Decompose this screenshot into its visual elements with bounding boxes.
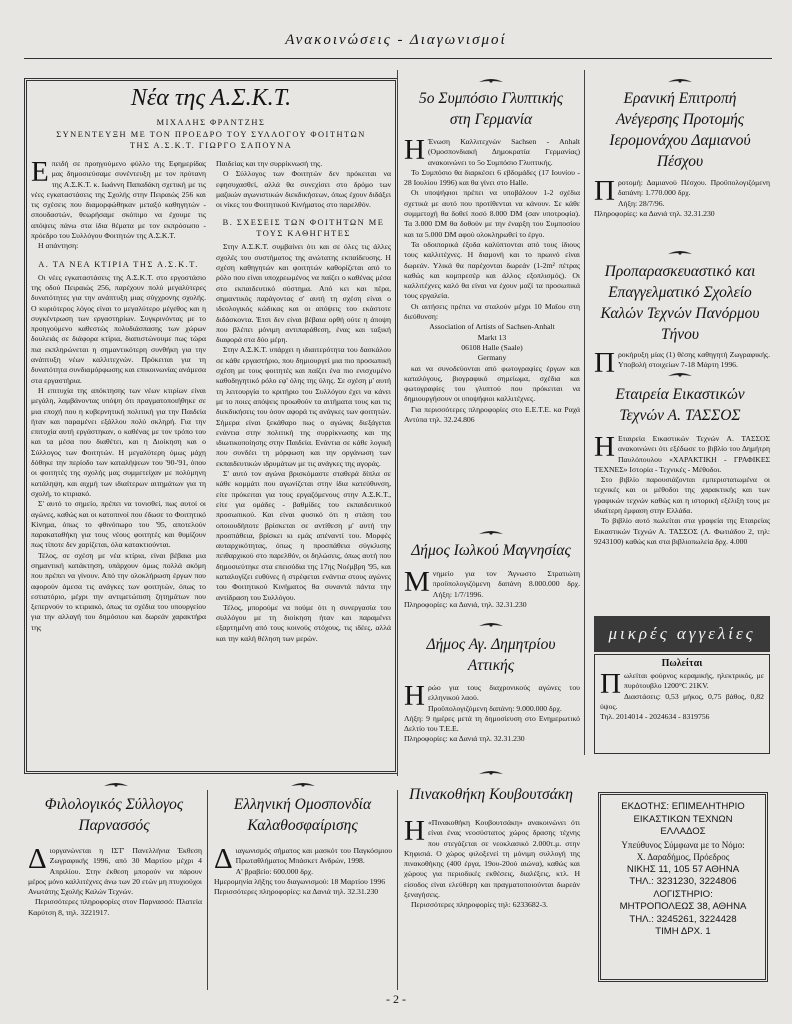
tinos-title-line: Προπαρασκευαστικό και [604, 263, 756, 280]
paragraph: Σ' αυτό το σημείο, πρέπει να τονισθεί, πως αυτοί οι αγώνες, καθώς και οι κατοπινοί που έδωσε το Φοιτητικό Κίνημα, όπως το φθινόπωρο του '95, αποτελούν παρακαταθήκη για τους νέους φοιτητές και θυμίζουν πως τίποτε δεν χαρίζεται, όλα κατακτιούνται. [31, 499, 206, 550]
paragraph: Α' βραβείο: 600.000 δρχ. [235, 866, 314, 876]
paragraph: Τα οδοιπορικά έξοδα καλύπτονται από τους ίδιους τους καλλιτέχνες. Η διαμονή και το πρωινό είναι δωρεάν. Υλικά θα παρέχονται δωρεάν (1-2m² πέτρας καθώς και κομπρεσέρ και άλλος εξοπλισμός). Οι καλλιτέχνες καλό θα είναι να έχουν μαζί τα προσωπικά τους εργαλεία. [404, 239, 580, 301]
tassos-title-line: Τεχνών Α. ΤΑΣΣΟΣ [619, 407, 741, 424]
tinos-title [588, 261, 772, 345]
dropcap: Δ [214, 843, 233, 875]
bust-body [594, 175, 770, 219]
ag-dimitrios-title-line1: Δήμος Αγ. Δημητρίου [426, 636, 556, 653]
tassos-title [588, 384, 772, 426]
main-article-subtitle: ΣΥΝΕΝΤΕΥΞΗ ΜΕ ΤΟΝ ΠΡΟΕΔΡΟ ΤΟΥ ΣΥΛΛΟΓΟΥ ΦΟΙΤΗΤΩΝ ΤΗΣ Α.Σ.Κ.Τ. ΓΙΩΡΓΟ ΣΑΠΟΥΝΑ [56, 130, 366, 150]
dropcap: Η [404, 815, 425, 847]
column-rule [207, 790, 208, 990]
ornament-icon [477, 620, 505, 630]
ag-dimitrios-body [404, 680, 580, 745]
paragraph: Τέλος, σε σχέση με νέα κτίρια, είναι βέβαια μια σημαντική κατάκτηση, υπάρχουν όμως πολλά ακόμη που πρέπει να γίνουν. Από την ολοκλήρωση έργων που αφορούν άμεσα τις ανάγκες των φοιτητών, όπως το εστιατόριο, μέχρι την αντιμετώπιση ζητημάτων που ξεπερνούν το κτιριακό, όπως τα σχέδια του υπουργείου για την αλλαγή του δημόσιου και δωρεάν χαρακτήρα της [31, 550, 206, 632]
tassos-title-line: Εταιρεία Εικαστικών [615, 386, 745, 403]
paragraph: Στο βιβλίο παρουσιάζονται εμπεριστατωμένα οι τεχνικές και οι μέθοδοι της χαρακτικής και των γραφικών τεχνών καθώς και η ιστορική εξέλιξη τους με ιδιαίτερη έμφαση στην Ελλάδα. [594, 475, 770, 516]
address-line: Association of Artists of Sachsen-Anhalt [429, 322, 555, 332]
paragraph: Το Συμπόσιο θα διαρκέσει 6 εβδομάδες (17 Ιουνίου - 28 Ιουλίου 1996) και θα γίνει στο Halle. [404, 167, 580, 188]
dropcap: Η [404, 134, 425, 166]
paragraph: ροκήρυξη μίας (1) θέσης καθηγητή Ζωγραφικής. Υποβολή στοιχείων 7-18 Μάρτη 1996. [617, 350, 770, 370]
paragraph: Οι αιτήσεις πρέπει να σταλούν μέχρι 10 Μαΐου στη διεύθυνση: [404, 301, 580, 322]
main-article-title: Νέα της Α.Σ.Κ.Τ. [130, 85, 292, 111]
philological-body [28, 843, 202, 918]
bust-title-line: Ερανική Επιτροπή [623, 90, 737, 107]
publisher-line: ΛΟΓΙΣΤΗΡΙΟ: [653, 888, 713, 900]
publisher-line: ΜΗΤΡΟΠΟΛΕΩΣ 38, ΑΘΗΝΑ [619, 901, 747, 912]
ag-dimitrios-title-line2: Αττικής [467, 657, 515, 674]
bust-title-line: Ιερομονάχου Δαμιανού [609, 132, 751, 149]
ornament-icon [666, 76, 694, 86]
publisher-line: Υπεύθυνος Σύμφωνα με το Νόμο: [621, 839, 745, 850]
paragraph: Λήξη: 9 ημέρες μετά τη δημοσίευση στο Ενημερωτικό Δελτίο του Τ.Ε.Ε. [404, 713, 580, 734]
intro-paragraph: πειδή σε προηγούμενο φύλλο της Εφημερίδας μας δημοσιεύσαμε συνέντευξη με τον πρύτανη της Α.Σ.Κ.Τ. κ. Ιωάννη Παπαδάκη σχετική με τις νέες εγκαταστάσεις της Σχολής στην Πειραιώς 256 και τις σχέσεις που διαμορφώθηκαν μεταξύ καθηγητών - σπουδαστών, θεωρήσαμε σκόπιμο να έχουμε τις απόψεις πάνω στα ίδια θέματα με τον εκπρόσωπο - πρόεδρο του Συλλόγου Φοιτητών της Α.Σ.Κ.Τ. [31, 159, 206, 241]
glyptics-title-line2: στη Γερμανία [449, 111, 533, 128]
info-line: Περισσότερες πληροφορίες στον Παρνασσό: Πλατεία Καρύτση 8, τηλ. 3221917. [28, 897, 202, 917]
publisher-line: ΕΙΚΑΣΤΙΚΩΝ ΤΕΧΝΩΝ [633, 813, 733, 825]
paragraph: ρώο για τους διαχρονικούς αγώνες του ελληνικού λαού. [427, 683, 580, 703]
info-line: Περισσότερες πληροφορίες τηλ: 6233682-3. [411, 900, 548, 910]
paragraph: Η επιτυχία της απόκτησης των νέων κτιρίων είναι μεγάλη, λαμβάνοντας υπόψη ότι πραγματοποιήθηκε σε μια εποχή που η κυβερνητική πολιτική για την Παιδεία ήταν και παραμένει εξάλλου πολύ σκληρή. Για την επιτυχία αυτή εργάστηκαν, ο καθένας με τον τρόπο του και τα μέσα που διαθέτει, και η Διοίκηση και ο Σύλλογος των Φοιτητών. Η μεγαλύτερη όμως μάχη δόθηκε την περίοδο των καταλήψεων του '90-'91, όπου οι φοιτητές της σχολής μας συμμετείχαν με πολύμηνη κατάληψη, και αιχμή των ιδιαίτερων αιτημάτων για τη σχολή, το κτιριακό. [31, 385, 206, 498]
ornament-icon [102, 780, 130, 790]
publisher-line: ΕΚΔΟΤΗΣ: ΕΠΙΜΕΛΗΤΗΡΙΟ [621, 801, 745, 812]
paragraph: Ένωση Καλλιτεχνών Sachsen - Anhalt (Ομοσπονδιακή Δημοκρατία Γερμανίας) ανακοινώνει το 5ο Συμπόσιο Γλυπτικής. [427, 137, 580, 167]
tassos-body [594, 431, 770, 547]
billiards-title [210, 794, 395, 836]
paragraph: Το βιβλίο αυτό πωλείται στα γραφεία της Εταιρείας Εικαστικών Τεχνών Α. ΤΑΣΣΟΣ (Λ. Φωτιάδου 2, τηλ: 9243100) καθώς και στα βιβλιοπωλεία δρχ. 4.000 [594, 516, 770, 546]
paragraph: Σ' αυτό τον αγώνα βρισκόμαστε σταθερά δίπλα σε κάθε κομμάτι που αγωνίζεται στην ίδια κατεύθυνση, είτε πρόκειται για τους εργαζόμενους στην Α.Σ.Κ.Τ., είτε για ομάδες - βαθμίδες του εκπαιδευτικού προσωπικού. Και είναι φυσικό ότι η στάση του οποιουδήποτε βρίσκεται σε αντίθεση μ' αυτή την προσπάθεια, βρίσκει κι εμάς απέναντί του. Μορφές αυταρχικότητας, όπως η προσπάθεια σύγκλισης πειθαρχικού στο παρελθόν, οι δηλώσεις, όπως αυτή που δημοσιεύτηκε στα επεισόδια της 17ης Νοέμβρη '95, και καταλογίζει ευθύνες ή στρέφεται ενάντια στους αγώνες του Φοιτητικού Κινήματος θα συναντά πάντα την αντίδραση του Συλλόγου. [216, 469, 391, 602]
paragraph: Οι νέες εγκαταστάσεις της Α.Σ.Κ.Τ. στο εργοστάσιο της οδού Πειραιώς 256, παρέχουν πολύ μεγαλύτερες δυνατότητες για την ανάπτυξη μιας σύγχρονης σχολής. Ο κυριότερος λόγος είναι το μεγαλύτερο μέγεθος και η συγκέντρωση των εργαστηρίων. Συγκρινόντας με το προηγούμενο καθεστώς πολυδιάσπασης των χώρων δουλειάς σε διάφορα κτίρια, διαπιστώνουμε πως τώρα πια εκπληρώνεται η σημαντικότερη συνθήκη για την ανάπτυξη νέων καλλιτεχνών. Πρόκειται για τη δυνατότητα συνδιαμόρφωσης και επικοινωνίας ανάμεσα στα εργαστήρια. [31, 272, 206, 385]
dropcap: Μ [404, 566, 430, 598]
paragraph: Οι υποψήφιοι πρέπει να υποβάλουν 1-2 σχέδια σχετικά με αυτό που προτίθενται να κάνουν. Σε κάθε συμμετοχή θα δοθεί ποσό 8.000 DM (σαν υποτροφία). Τα 3.000 DM θα δοθούν με την έναρξη του Συμποσίου και τα 5.000 DM αφού ολοκληρωθεί το έργο. [404, 188, 580, 239]
page-number: - 2 - [386, 992, 406, 1006]
philological-title [24, 794, 204, 836]
paragraph: Εταιρεία Εικαστικών Τεχνών Α. ΤΑΣΣΟΣ ανακοινώνει ότι εξέδωσε το βιβλίο του Δημήτρη Παυλόπουλου «ΧΑΡΑΚΤΙΚΗ - ΓΡΑΦΙΚΕΣ ΤΕΧΝΕΣ» Ιστορία - Τεχνικές - Μέθοδοι. [594, 434, 770, 474]
billiards-title-line: Καλαθοσφαίρισης [247, 817, 358, 834]
address-line: Markt 13 [477, 332, 507, 342]
paragraph: Τηλ. 2014014 - 2024634 - 8319756 [600, 712, 710, 722]
page-header-title: Ανακοινώσεις - Διαγωνισμοί [285, 32, 507, 48]
dropcap: Π [594, 347, 615, 379]
philological-title-line: Φιλολογικός Σύλλογος [44, 796, 184, 813]
dropcap: Η [594, 431, 615, 463]
main-article-author: ΜΙΧΑΛΗΣ ΦΡΑΝΤΖΗΣ [156, 118, 266, 127]
classifieds-body [595, 669, 769, 722]
ornament-icon [666, 248, 694, 258]
tinos-title-line: Καλών Τεχνών Πανόρμου [600, 305, 760, 322]
ornament-icon [477, 528, 505, 538]
billiards-title-line: Ελληνική Ομοσπονδία [233, 796, 372, 813]
paragraph: Ο Σύλλογος των Φοιτητών δεν πρόκειται να εφησυχασθεί, αλλά θα συνεχίσει στο δρόμο των μαζικών αγωνιστικών διεκδικήσεων, όπως έχουν διδάξει οι νίκες του Φοιτητικού Κινήματος στο παρελθόν. [216, 169, 391, 210]
tinos-title-line: Τήνου [660, 326, 700, 343]
info-line: Πληροφορίες: κα Δανιά τηλ. 32.31.230 [404, 734, 525, 744]
ornament-icon [477, 76, 505, 86]
paragraph: Στην Α.Σ.Κ.Τ. υπάρχει η ιδιαιτερότητα του δασκάλου σε κάθε εργαστήριο, που δημιουργεί μια πιο προσωπική σχέση με τους φοιτητές και παίζει ένα πιο ενισχυμένο καθοδηγητικό ρόλο εφ' όλης της ύλης. Σε σχέση μ' αυτή τη λειτουργία το κριτήριο του Συλλόγου έχει να κάνει με το ποιες απόψεις προωθούν τα αιτήματα τους και τις διεκδικήσεις του όσον αφορά τις ανάγκες των φοιτητών. Σήμερα είναι ξεκάθαρο πως ο αγώνας διεξάγεται ενάντια στην πολιτική της συρρίκνωσης και της ιδιωτικοποίησης στην Παιδεία. Ενάντια σε κάθε λογική που συνδέει τη μόρφωση και την οργάνωση των εκπαιδευτικών ιδρυμάτων με τις ανάγκες της αγοράς. [216, 345, 391, 468]
paragraph: ιοργανώνεται η ΙΣΤ' Πανελλήνια Έκθεση Ζωγραφικής 1996, από 30 Μαρτίου μέχρι 4 Απριλίου. Στην έκθεση μπορούν να πάρουν μέρος μόνο καλλιτέχνες άνω των 20 ετών μη πτυχιούχοι Ανωτάτης Σχολής Καλών Τεχνών. [28, 846, 202, 897]
main-article-box [24, 78, 398, 774]
iolkos-title: Δήμος Ιωλκού Μαγνησίας [411, 542, 571, 559]
dropcap: Η [404, 680, 425, 712]
dropcap: Π [600, 668, 621, 700]
section-b-heading: Β. ΣΧΕΣΕΙΣ ΤΩΝ ΦΟΙΤΗΤΩΝ ΜΕ ΤΟΥΣ ΚΑΘΗΓΗΤΕΣ [222, 218, 385, 239]
paragraph: Προϋπολογιζόμενη δαπάνη: 9.000.000 δρχ. [427, 703, 562, 713]
classifieds-heading: Πωλείται [661, 658, 703, 669]
ornament-icon [477, 768, 505, 778]
publisher-line: ΝΙΚΗΣ 11, 105 57 ΑΘΗΝΑ [626, 863, 740, 875]
dropcap: Π [594, 175, 615, 207]
publisher-info [601, 801, 765, 939]
publisher-box [598, 792, 768, 982]
ornament-icon [666, 370, 694, 380]
paragraph: Διαστάσεις: 0,53 μήκος, 0,75 βάθος, 0,82 ύψος. [600, 691, 764, 711]
paragraph: Στην Α.Σ.Κ.Τ. συμβαίνει ότι και σε όλες τις άλλες σχολές του συστήματος της ανώτατης εκπαίδευσης. Η σχέση καθηγητών και φοιτητών καθορίζεται από το ρόλο που είναι υποχρεωμένος να παίζει ο καθένας μέσα στο εκπαιδευτικό σύστημα. Από κει και πέρα, σημαντικός παράγοντας σ' αυτή τη σχέση είναι ο ιδεολογικός κώδικας και οι απόψεις του εκάστοτε διδάσκοντα. Έτσι δεν είναι βέβαια ορθή ούτε η άποψη που βλέπει μόνιμη αντιπαράθεση, ένας και ταξική διαφορά στα δύο μέρη. [216, 242, 391, 345]
dropcap: Ε [31, 159, 49, 188]
column-rule [584, 70, 585, 755]
info-line: Πληροφορίες: κα Δανιά, τηλ. 32.31.230 [404, 599, 527, 609]
pinakothiki-title: Πινακοθήκη Κουβουτσάκη [409, 786, 573, 803]
publisher-line: Χ. Δαραδήμος, Πρόεδρος [636, 852, 730, 862]
tinos-title-line: Επαγγελματικό Σχολείο [608, 284, 752, 301]
address-line: Germany [477, 353, 507, 363]
pinakothiki-body [404, 815, 580, 911]
classifieds-banner-text: μικρές αγγελίες [608, 624, 756, 643]
info-line: Για περισσότερες πληροφορίες στο Ε.Ε.Τ.Ε. κα Ραχά Αντύπα τηλ. 32.24.806 [404, 404, 580, 425]
header-rule [24, 58, 772, 59]
main-article-col2 [216, 159, 391, 765]
paragraph: Τέλος, μπορούμε να πούμε ότι η συνεργασία του συλλόγου με τη διοίκηση ήταν και παραμένει εξαρτημένη από τους κοινούς στόχους, τις ιδέες, αλλά και την καλή θέληση των μερών. [216, 602, 391, 643]
paragraph: Παιδείας και την συρρίκνωσή της. [216, 159, 323, 168]
dropcap: Δ [28, 843, 47, 875]
classifieds-banner [594, 616, 770, 652]
section-a-heading: Α. ΤΑ ΝΕΑ ΚΤΙΡΙΑ ΤΗΣ Α.Σ.Κ.Τ. [38, 259, 199, 269]
bust-title-line: Πέσχου [656, 153, 704, 170]
classifieds-box [594, 654, 770, 754]
info-line: Περισσότερες πληροφορίες: κα Δανιά τηλ. 32.31.230 [214, 887, 379, 897]
column-rule [397, 790, 398, 990]
info-line: Πληροφορίες: κα Δανιά τηλ. 32.31.230 [594, 208, 715, 218]
bust-title [588, 88, 772, 172]
glyptics-title-line1: 5ο Συμπόσιο Γλυπτικής [419, 90, 563, 107]
publisher-line: ΕΛΛΑΔΟΣ [660, 826, 706, 837]
column-rule [397, 70, 398, 776]
ornament-icon [289, 780, 317, 790]
paragraph: ροτομή: Δαμιανού Πέσχου. Προϋπολογιζόμενη δαπάνη: 1.770.000 δρχ. [617, 178, 770, 198]
publisher-line: ΤΙΜΗ ΔΡΧ. 1 [655, 926, 711, 937]
paragraph: Λήξη: 28/7/96. [617, 198, 665, 208]
paragraph: «Πινακοθήκη Κουβουτσάκη» ανακοινώνει ότι είναι ένας νεοσύστατος χώρος δρασης τέχνης που στεγάζεται σε νεοκλασικό 2.000τ.μ. στην Κηφισιά. Ο χώρος φιλοξενεί τη μόνιμη συλλογή της πινακοθήκης (400 έργα, 19ου-20ού αιώνα), καθώς και χώρους για περιοδικές εκθέσεις, διαλέξεις, κτλ. Η είσοδος είναι ελεύθερη και πραγματοποιούνται δωρεάν ξεναγήσεις. [404, 818, 580, 900]
publisher-line: ΤΗΛ.: 3245261, 3224428 [629, 913, 737, 925]
ag-dimitrios-title [400, 634, 582, 676]
glyptics-body [404, 134, 580, 425]
glyptics-title [400, 88, 582, 130]
paragraph: και να συνοδεύονται από φωτογραφίες έργων και καταλόγους, βιογραφικό σημείωμα, σχέδια και φωτογραφίες του γλυπτού που πρόκειται να δημιουργήσουν οι υποψήφιοι καλλιτέχνες. [404, 363, 580, 404]
iolkos-body [404, 566, 580, 610]
paragraph: ωλείται φούρνος κεραμικής, ηλεκτρικός, με πυρότουβλο 1200°C 21KV. [623, 671, 764, 691]
publisher-line: ΤΗΛ.: 3231230, 3224806 [629, 876, 737, 887]
bust-title-line: Ανέγερσης Προτομής [615, 111, 745, 128]
main-article-col1 [31, 159, 206, 765]
philological-title-line: Παρνασσός [78, 817, 150, 834]
reply-label: Η απάντηση: [38, 241, 79, 251]
paragraph: Ημερομηνία λήξης του διαγωνισμού: 18 Μαρτίου 1996 [214, 876, 386, 886]
address-line: 06108 Halle (Saale) [461, 342, 523, 352]
paragraph: νημείο για τον Άγνωστο Στρατιώτη προϋπολογιζόμενη δαπάνη 8.000.000 δρχ. Λήξη: 1/7/1996. [432, 569, 580, 599]
paragraph: ιαγωνισμός σήματος και μασκότ του Παγκόσμιου Πρωταθλήματος Μπάσκετ Ανδρών, 1998. [235, 846, 392, 866]
billiards-body [214, 843, 392, 897]
